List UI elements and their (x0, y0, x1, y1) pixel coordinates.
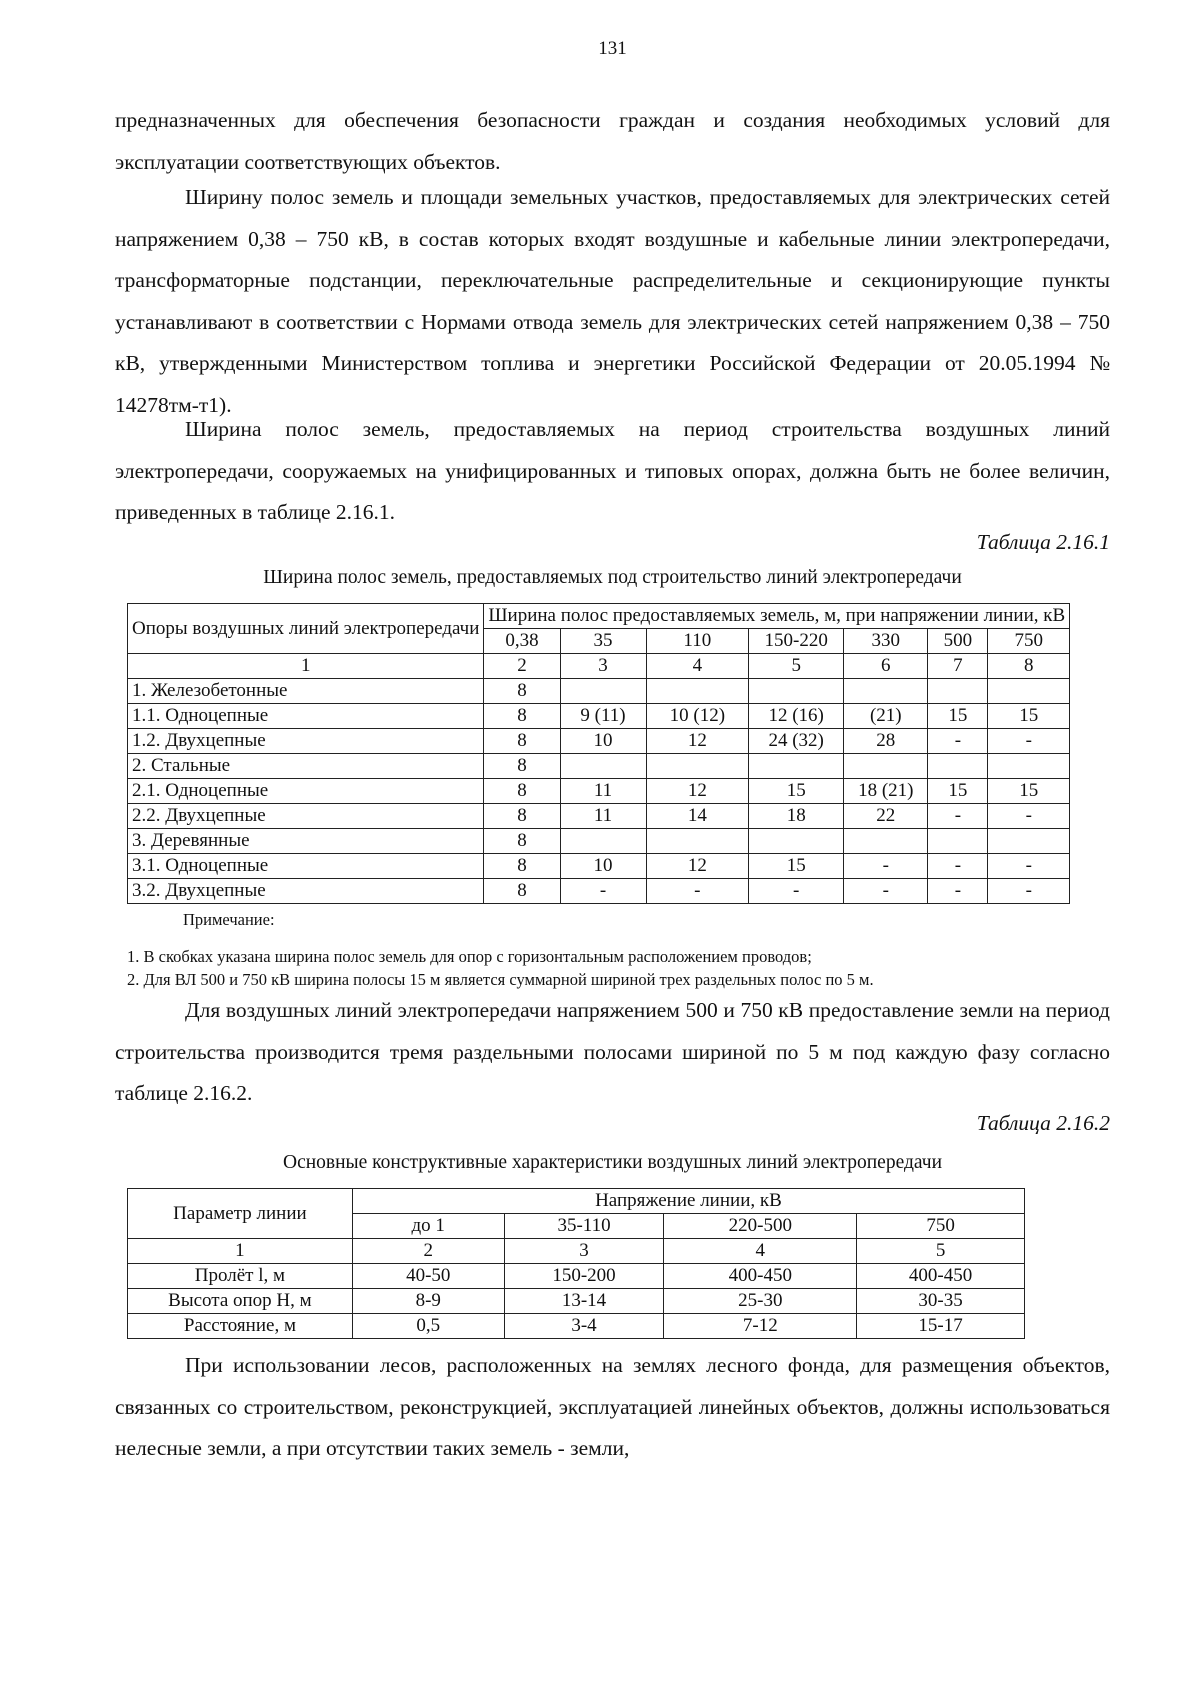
table-cell: 10 (560, 854, 646, 879)
paragraph-1: предназначенных для обеспечения безопасности граждан и создания необходимых условий для эксплуатации соответствующих объектов. (115, 108, 1110, 174)
paragraph-4: Для воздушных линий электропередачи напряжением 500 и 750 кВ предоставление земли на период строительства производится тремя раздельными полосами шириной по 5 м под каждую фазу согласно таблице 2.16.2. (115, 998, 1110, 1105)
table-row (128, 804, 1070, 829)
table-1-voltage-header: 0,38 (484, 629, 560, 654)
table-1-voltage-header: 110 (646, 629, 749, 654)
table-cell: 25-30 (664, 1289, 857, 1314)
table-cell (646, 754, 749, 779)
table-cell: 15-17 (857, 1314, 1025, 1339)
row-label: 3.2. Двухцепные (128, 879, 484, 904)
table-cell: - (988, 729, 1070, 754)
table-cell: 15 (749, 854, 844, 879)
table-cell: - (646, 879, 749, 904)
table-cell: 8 (484, 804, 560, 829)
table-cell (646, 829, 749, 854)
table-cell: 12 (16) (749, 704, 844, 729)
table-1-voltage-header: 150-220 (749, 629, 844, 654)
table-cell: 9 (11) (560, 704, 646, 729)
table-cell: - (988, 879, 1070, 904)
table-cell: 150-200 (504, 1264, 664, 1289)
table-cell: - (844, 879, 928, 904)
table-cell (560, 754, 646, 779)
table-cell (844, 679, 928, 704)
table-1-col1-header: Опоры воздушных линий электропередачи (128, 604, 484, 654)
table-cell: 12 (646, 854, 749, 879)
table-1-caption: Ширина полос земель, предоставляемых под строительство линий электропередачи (263, 567, 962, 588)
table-2-caption: Основные конструктивные характеристики воздушных линий электропередачи (282, 1152, 943, 1173)
table-cell: 7-12 (664, 1314, 857, 1339)
table-cell (749, 829, 844, 854)
table-2-voltage-header: 750 (857, 1214, 1025, 1239)
table-cell: 12 (646, 729, 749, 754)
table-cell: - (988, 854, 1070, 879)
table-cell: 15 (928, 704, 988, 729)
page-number: 131 (598, 38, 627, 59)
table-1-column-number: 1 (128, 654, 484, 679)
table-2-label: Таблица 2.16.2 (976, 1111, 1110, 1135)
table-2-column-number: 3 (504, 1239, 664, 1264)
table-cell (928, 754, 988, 779)
table-row (128, 1264, 1025, 1289)
table-cell: 8 (484, 854, 560, 879)
table-1-voltage-header: 500 (928, 629, 988, 654)
table-1-column-number: 7 (928, 654, 988, 679)
table-cell: 14 (646, 804, 749, 829)
table-1-column-number: 8 (988, 654, 1070, 679)
table-cell: 15 (988, 779, 1070, 804)
table-row (128, 1314, 1025, 1339)
table-cell: 13-14 (504, 1289, 664, 1314)
table-cell: - (928, 804, 988, 829)
table-2-voltage-header: до 1 (352, 1214, 504, 1239)
row-label: 2.2. Двухцепные (128, 804, 484, 829)
table-row (128, 854, 1070, 879)
table-cell: - (844, 854, 928, 879)
table-1-voltage-header: 750 (988, 629, 1070, 654)
table-1-column-number: 4 (646, 654, 749, 679)
table-cell: (21) (844, 704, 928, 729)
table-cell: 8 (484, 879, 560, 904)
table-cell: 12 (646, 779, 749, 804)
note-1: 1. В скобках указана ширина полос земель для опор с горизонтальным расположением проводов; (127, 947, 812, 966)
table-cell: - (560, 879, 646, 904)
table-cell: - (928, 879, 988, 904)
table-cell: - (928, 729, 988, 754)
table-cell (988, 829, 1070, 854)
table-cell: - (928, 854, 988, 879)
table-row (128, 704, 1070, 729)
table-cell (844, 754, 928, 779)
table-cell: 8 (484, 729, 560, 754)
table-cell (560, 679, 646, 704)
table-1-body (128, 679, 1070, 904)
table-cell: 0,5 (352, 1314, 504, 1339)
table-cell (928, 679, 988, 704)
row-label: 1. Железобетонные (128, 679, 484, 704)
table-cell: 15 (988, 704, 1070, 729)
row-label: 2.1. Одноцепные (128, 779, 484, 804)
table-2-column-number: 2 (352, 1239, 504, 1264)
table-cell: 18 (749, 804, 844, 829)
table-1-group-header: Ширина полос предоставляемых земель, м, при напряжении линии, кВ (484, 604, 1070, 629)
table-cell: 30-35 (857, 1289, 1025, 1314)
table-row (128, 754, 1070, 779)
table-row (128, 729, 1070, 754)
note-title: Примечание: (183, 910, 275, 929)
table-cell (988, 679, 1070, 704)
table-1 (127, 603, 1070, 904)
table-2-voltage-header: 35-110 (504, 1214, 664, 1239)
table-1-column-number: 6 (844, 654, 928, 679)
table-row (128, 829, 1070, 854)
table-2-group-header: Напряжение линии, кВ (352, 1189, 1024, 1214)
table-2-column-number: 4 (664, 1239, 857, 1264)
table-cell: 40-50 (352, 1264, 504, 1289)
table-cell: 400-450 (857, 1264, 1025, 1289)
paragraph-5: При использовании лесов, расположенных на землях лесного фонда, для размещения объектов, связанных со строительством, реконструкцией, эксплуатацией линейных объектов, должны использоваться нелесные земли, а при отсутствии таких земель - земли, (115, 1353, 1110, 1460)
table-cell: 18 (21) (844, 779, 928, 804)
table-cell (646, 679, 749, 704)
table-cell (928, 829, 988, 854)
row-label: 2. Стальные (128, 754, 484, 779)
table-cell: 8 (484, 779, 560, 804)
table-cell: 10 (560, 729, 646, 754)
table-2-col1-header: Параметр линии (128, 1189, 353, 1239)
table-cell: 15 (928, 779, 988, 804)
table-cell (749, 754, 844, 779)
table-1-column-number: 3 (560, 654, 646, 679)
paragraph-2: Ширину полос земель и площади земельных участков, предоставляемых для электрических сетей напряжением 0,38 – 750 кВ, в состав которых входят воздушные и кабельные линии электропередачи, трансформаторные подстанции, переключательные распределительные и секционирующие пункты устанавливают в соответствии с Нормами отвода земель для электрических сетей напряжением 0,38 – 750 кВ, утвержденными Министерством топлива и энергетики Российской Федерации от 20.05.1994 № 14278тм-т1). (115, 185, 1110, 417)
row-label: 3.1. Одноцепные (128, 854, 484, 879)
table-row (128, 879, 1070, 904)
table-cell: 11 (560, 804, 646, 829)
row-label: 1.2. Двухцепные (128, 729, 484, 754)
row-label: Пролёт l, м (128, 1264, 353, 1289)
row-label: Высота опор H, м (128, 1289, 353, 1314)
table-cell: 8-9 (352, 1289, 504, 1314)
table-2-voltage-header: 220-500 (664, 1214, 857, 1239)
table-cell (560, 829, 646, 854)
row-label: 3. Деревянные (128, 829, 484, 854)
table-2-column-number-row (128, 1239, 1025, 1264)
table-cell: - (988, 804, 1070, 829)
table-1-column-number: 2 (484, 654, 560, 679)
table-cell: 28 (844, 729, 928, 754)
table-row (128, 1289, 1025, 1314)
table-cell: 8 (484, 704, 560, 729)
table-1-column-number-row (128, 654, 1070, 679)
table-cell (844, 829, 928, 854)
table-row (128, 679, 1070, 704)
table-2-body (128, 1264, 1025, 1339)
table-cell: 10 (12) (646, 704, 749, 729)
table-cell: 3-4 (504, 1314, 664, 1339)
table-1-label: Таблица 2.16.1 (976, 530, 1110, 554)
table-cell: 22 (844, 804, 928, 829)
table-1-voltage-header: 330 (844, 629, 928, 654)
note-2: 2. Для ВЛ 500 и 750 кВ ширина полосы 15 м является суммарной шириной трех раздельных полос по 5 м. (127, 970, 874, 989)
table-2-column-number: 5 (857, 1239, 1025, 1264)
table-cell (988, 754, 1070, 779)
paragraph-3: Ширина полос земель, предоставляемых на период строительства воздушных линий электропередачи, сооружаемых на унифицированных и типовых опорах, должна быть не более величин, приведенных в таблице 2.16.1. (115, 417, 1110, 524)
table-cell: 8 (484, 679, 560, 704)
table-cell: 11 (560, 779, 646, 804)
table-2 (127, 1188, 1025, 1339)
table-1-voltage-header: 35 (560, 629, 646, 654)
table-1-column-number: 5 (749, 654, 844, 679)
table-cell: - (749, 879, 844, 904)
table-2-column-number: 1 (128, 1239, 353, 1264)
row-label: 1.1. Одноцепные (128, 704, 484, 729)
table-cell: 400-450 (664, 1264, 857, 1289)
table-cell: 8 (484, 829, 560, 854)
table-cell (749, 679, 844, 704)
table-1-notes (127, 908, 874, 991)
table-row (128, 779, 1070, 804)
table-cell: 24 (32) (749, 729, 844, 754)
table-cell: 15 (749, 779, 844, 804)
table-cell: 8 (484, 754, 560, 779)
row-label: Расстояние, м (128, 1314, 353, 1339)
